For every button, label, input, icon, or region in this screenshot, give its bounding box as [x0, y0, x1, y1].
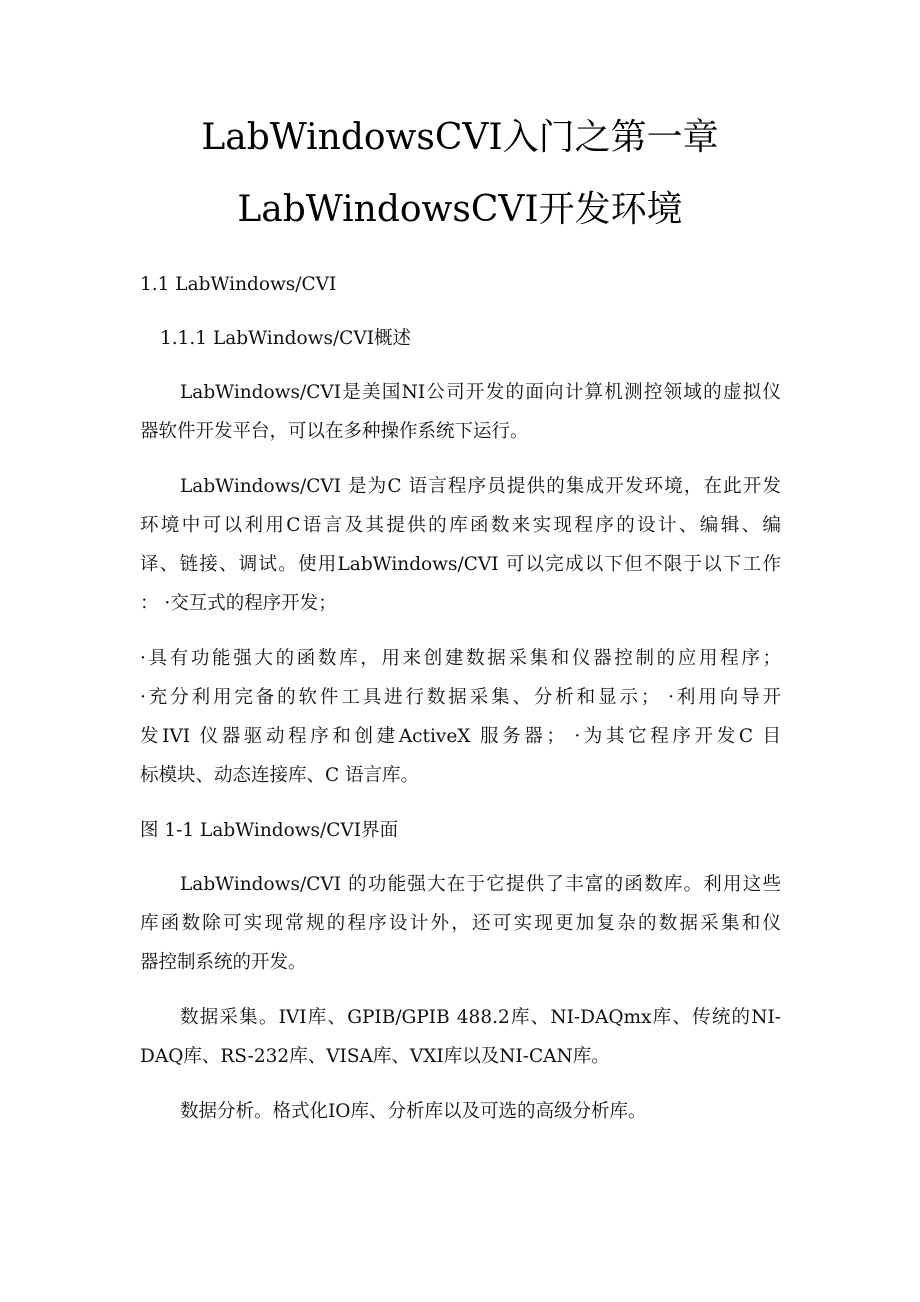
paragraph-line: LabWindows/CVI 是为C 语言程序员提供的集成开发环境，在此开发	[180, 476, 781, 497]
paragraph-line: 器软件开发平台，可以在多种操作系统下运行。	[140, 421, 529, 442]
paragraph-line: 标模块、动态连接库、C 语言库。	[140, 765, 420, 786]
subsection-heading: 1.1.1 LabWindows/CVI概述	[160, 328, 411, 349]
paragraph-line: DAQ库、RS-232库、VISA库、VXI库以及NI-CAN库。	[140, 1046, 610, 1067]
paragraph-line: 器控制系统的开发。	[140, 952, 307, 973]
paragraph-line: 数据采集。IVI库、GPIB/GPIB 488.2库、NI-DAQmx库、传统的NI-	[180, 1007, 781, 1028]
paragraph-line: 发IVI 仪器驱动程序和创建ActiveX 服务器； ·为其它程序开发C 目	[140, 726, 781, 747]
paragraph-line: LabWindows/CVI是美国NI公司开发的面向计算机测控领域的虚拟仪	[180, 382, 781, 403]
paragraph-line: 环境中可以利用C语言及其提供的库函数来实现程序的设计、编辑、编	[140, 515, 781, 536]
document-title-line-2: LabWindowsCVI开发环境	[237, 189, 683, 230]
paragraph-line: 库函数除可实现常规的程序设计外，还可实现更加复杂的数据采集和仪	[140, 913, 781, 934]
paragraph-data-analysis: 数据分析。格式化IO库、分析库以及可选的高级分析库。	[180, 1101, 647, 1122]
figure-caption: 图 1-1 LabWindows/CVI界面	[140, 820, 399, 841]
section-heading: 1.1 LabWindows/CVI	[140, 274, 337, 295]
paragraph-line: ： ·交互式的程序开发；	[140, 593, 337, 614]
document-title-line-1: LabWindowsCVI入门之第一章	[201, 117, 719, 158]
paragraph-line: 译、链接、调试。使用LabWindows/CVI 可以完成以下但不限于以下工作	[140, 554, 781, 575]
paragraph-line: ·充分利用完备的软件工具进行数据采集、分析和显示； ·利用向导开	[140, 687, 781, 708]
paragraph-line: ·具有功能强大的函数库，用来创建数据采集和仪器控制的应用程序；	[140, 648, 781, 669]
paragraph-line: LabWindows/CVI 的功能强大在于它提供了丰富的函数库。利用这些	[180, 874, 781, 895]
